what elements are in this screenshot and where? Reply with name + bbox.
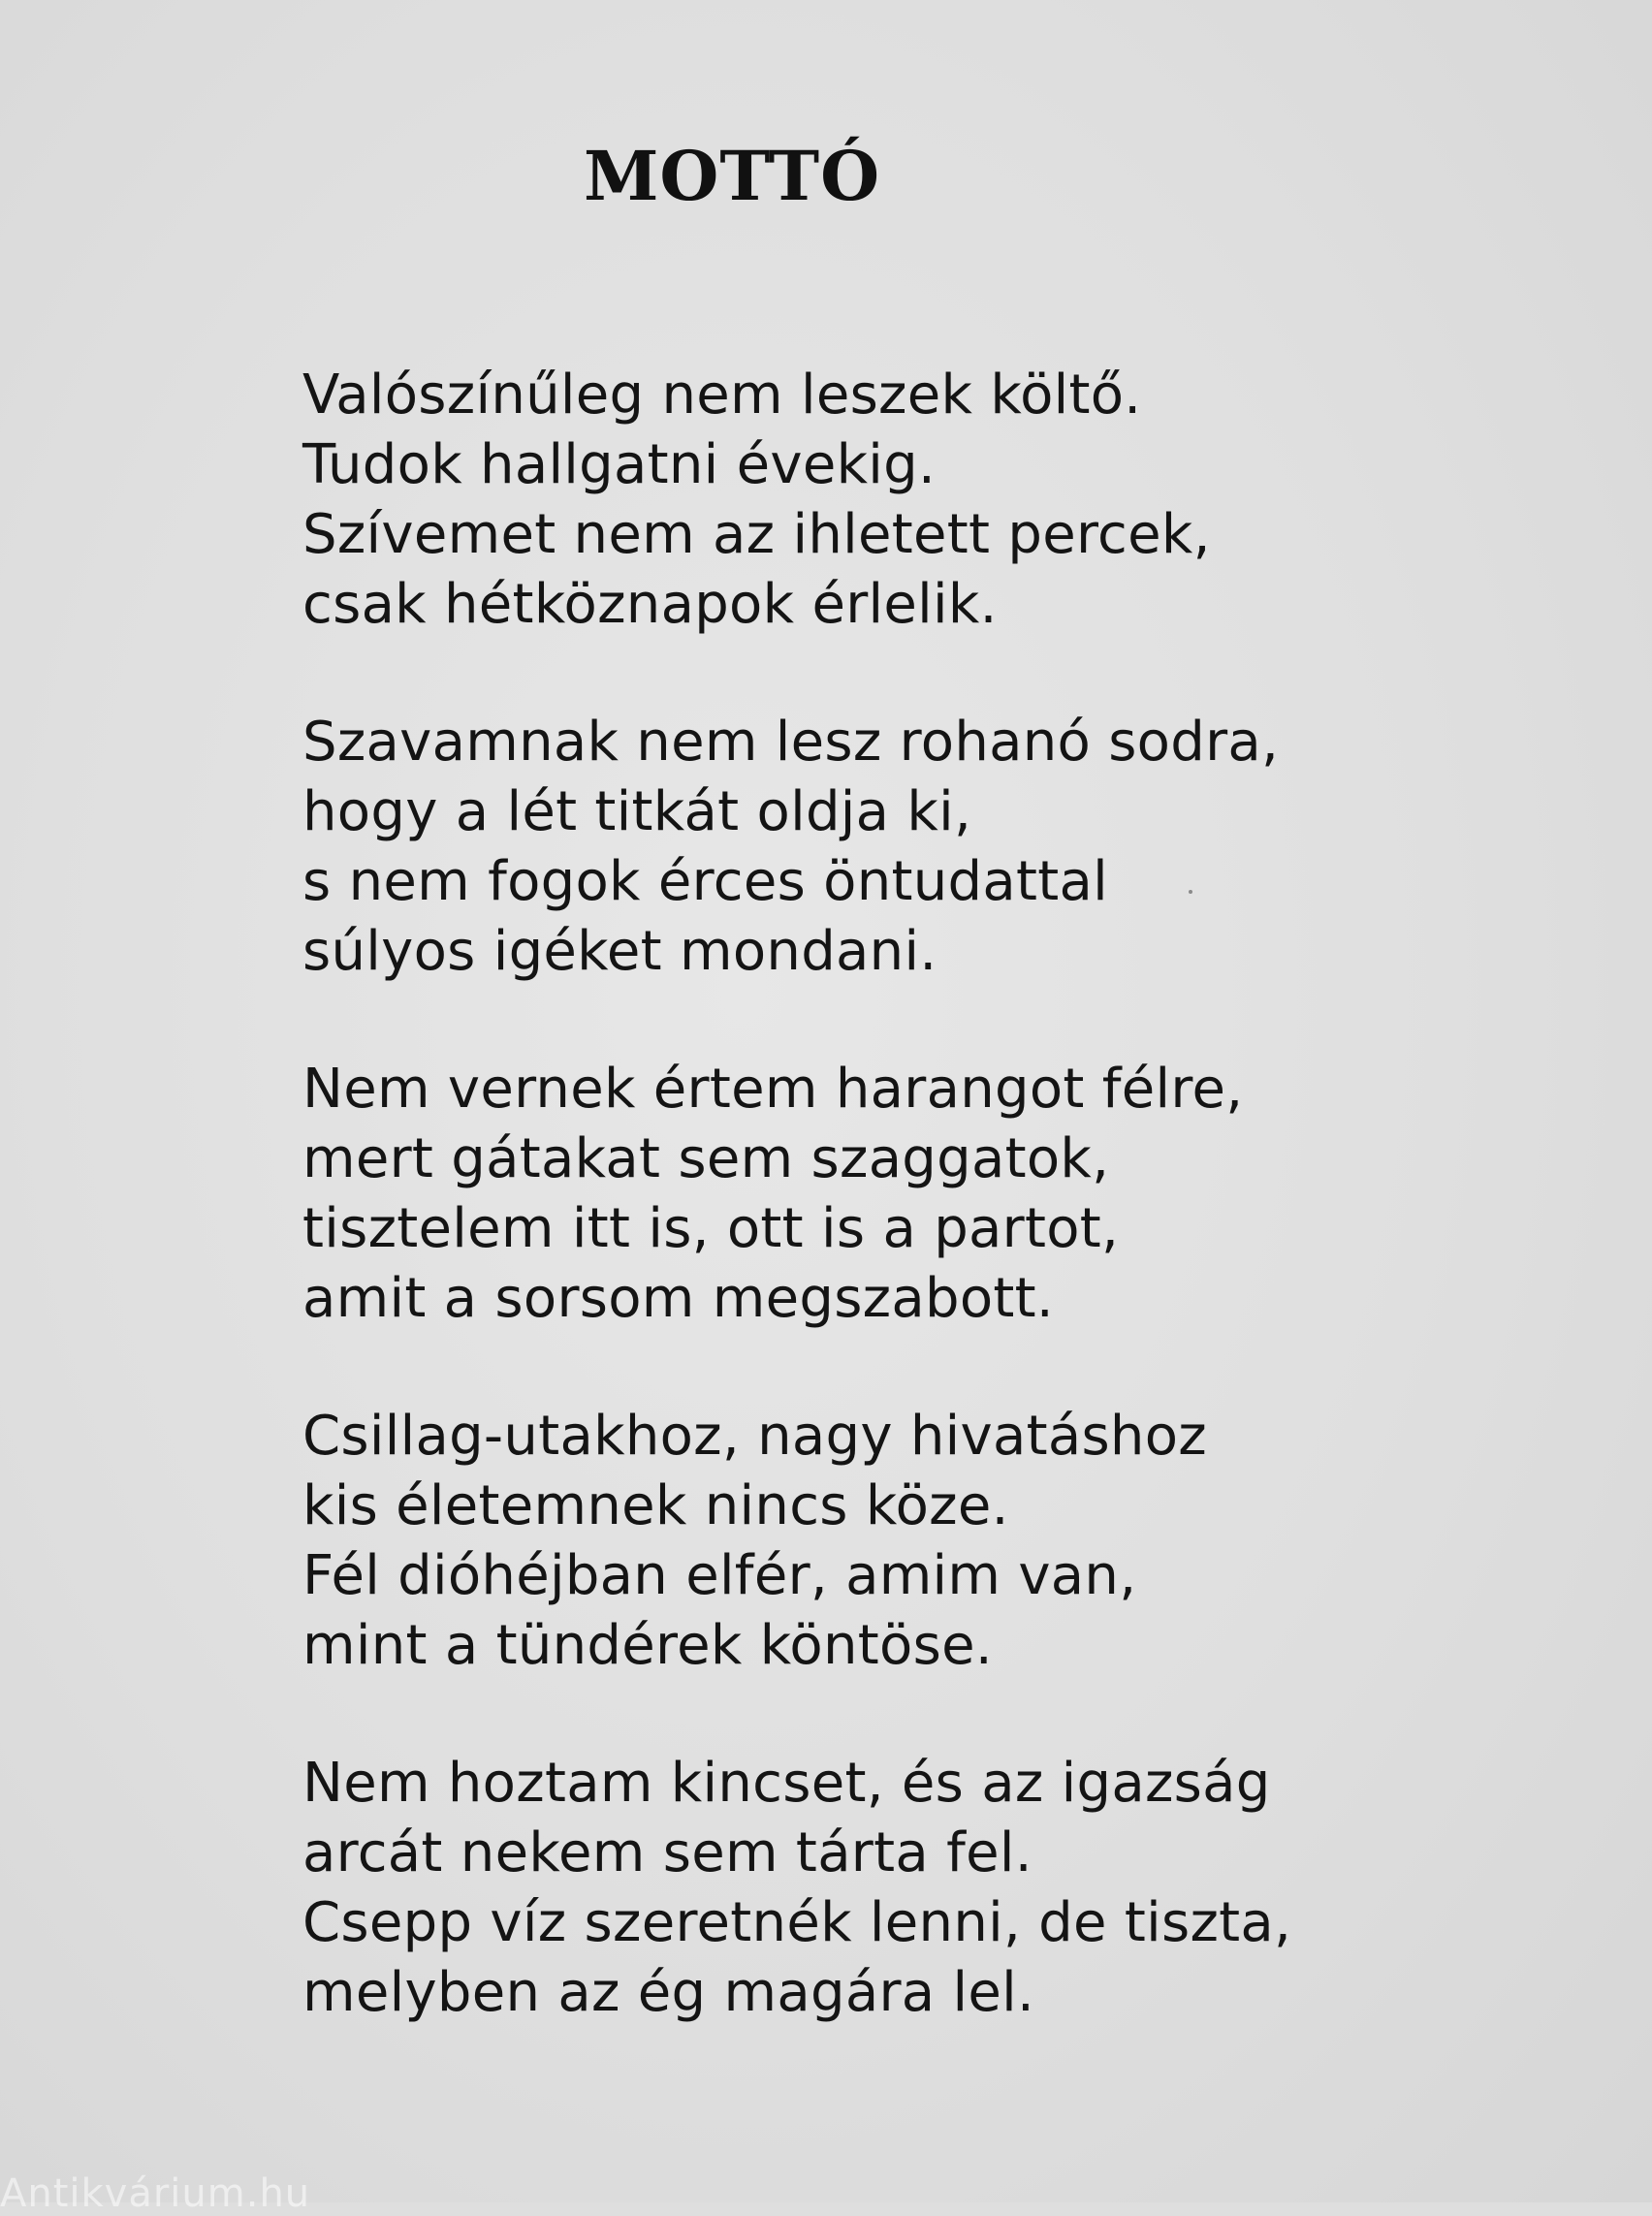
- poem-title: MOTTÓ: [583, 136, 881, 216]
- poem-line: amit a sorsom megszabott.: [302, 1267, 1055, 1330]
- poem-line: mert gátakat sem szaggatok,: [302, 1127, 1110, 1190]
- stanza-4: [302, 1402, 1563, 1681]
- poem-line: súlyos igéket mondani.: [302, 920, 937, 983]
- poem-line: Valószínűleg nem leszek költő.: [302, 364, 1142, 427]
- poem-line: s nem fogok érces öntudattal: [302, 850, 1109, 913]
- poem-body: [302, 361, 1563, 2096]
- poem-line: Csepp víz szeretnék lenni, de tiszta,: [302, 1891, 1292, 1954]
- poem-line: Tudok hallgatni évekig.: [302, 433, 937, 496]
- poem-line: Szavamnak nem lesz rohanó sodra,: [302, 711, 1280, 774]
- poem-line: Nem vernek értem harangot félre,: [302, 1058, 1244, 1121]
- stanza-3: [302, 1055, 1563, 1334]
- poem-line: tisztelem itt is, ott is a partot,: [302, 1197, 1120, 1260]
- poem-line: Nem hoztam kincset, és az igazság: [302, 1752, 1271, 1815]
- poem-line: Fél dióhéjban elfér, amim van,: [302, 1544, 1137, 1607]
- poem-line: kis életemnek nincs köze.: [302, 1474, 1009, 1537]
- poem-line: Szívemet nem az ihletett percek,: [302, 503, 1211, 566]
- poem-line: csak hétköznapok érlelik.: [302, 573, 998, 636]
- stanza-1: [302, 361, 1563, 640]
- poem-line: mint a tündérek köntöse.: [302, 1614, 993, 1677]
- stanza-2: [302, 708, 1563, 987]
- poem-line: hogy a lét titkát oldja ki,: [302, 780, 972, 843]
- poem-line: Csillag-utakhoz, nagy hivatáshoz: [302, 1405, 1207, 1468]
- poem-line: melyben az ég magára lel.: [302, 1961, 1035, 2024]
- stanza-5: [302, 1749, 1563, 2028]
- watermark: Antikvárium.hu: [0, 2171, 311, 2216]
- paper-speck: [1189, 890, 1192, 894]
- poem-line: arcát nekem sem tárta fel.: [302, 1821, 1032, 1884]
